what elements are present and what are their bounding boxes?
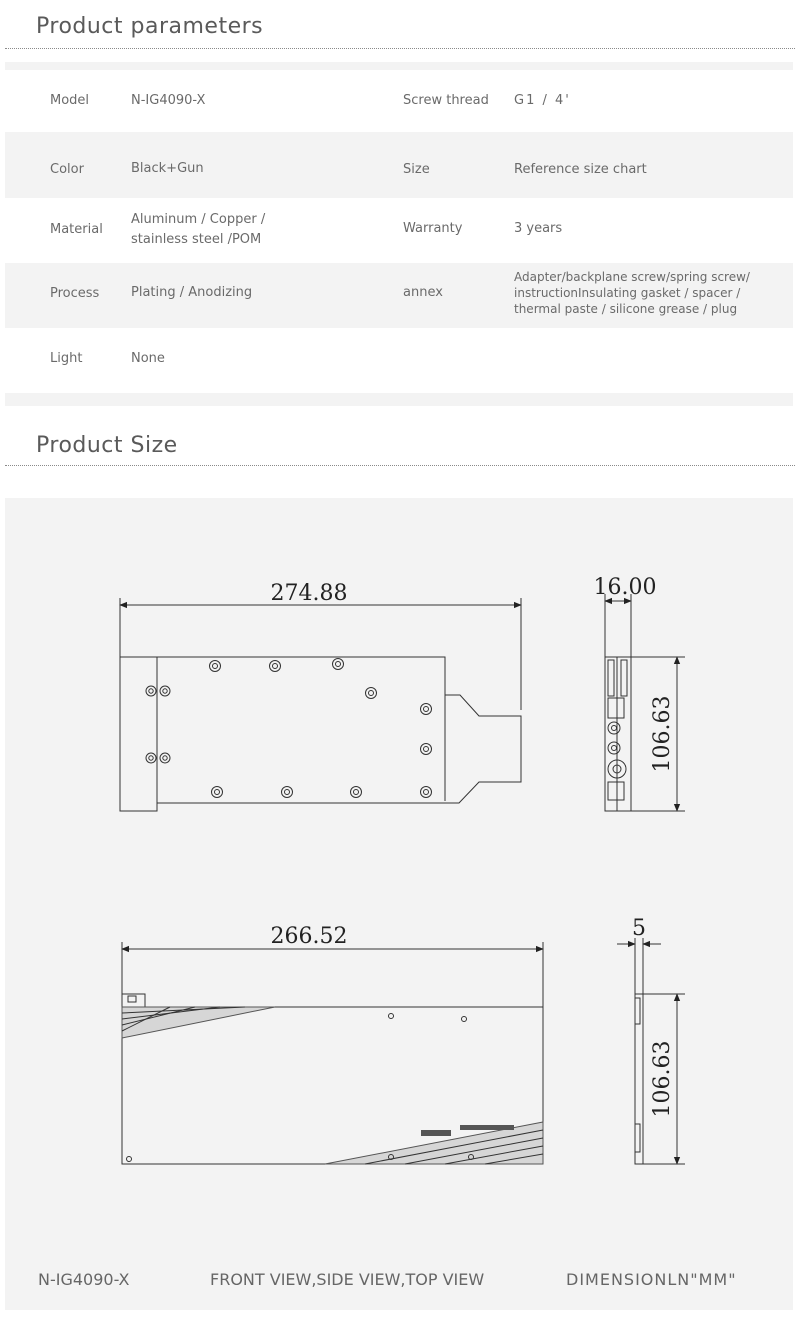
value-annex-line1: Adapter/backplane screw/spring screw/ — [514, 270, 750, 284]
value-model: N-IG4090-X — [131, 93, 206, 108]
label-size: Size — [403, 162, 430, 177]
dim-back-thickness: 5 — [632, 916, 646, 941]
backplate-view — [122, 942, 543, 1164]
table-row — [5, 70, 793, 132]
label-model: Model — [50, 93, 90, 108]
value-screw-thread: G1 / 4' — [514, 93, 571, 108]
divider — [5, 465, 795, 466]
dimension-drawing — [5, 498, 793, 1310]
label-material: Material — [50, 222, 103, 237]
label-light: Light — [50, 351, 83, 366]
value-light: None — [131, 351, 165, 366]
label-screw-thread: Screw thread — [403, 93, 489, 108]
table-row — [5, 263, 793, 328]
dim-back-height: 106.63 — [650, 1040, 675, 1118]
footer-model: N-IG4090-X — [38, 1270, 130, 1289]
table-row — [5, 132, 793, 198]
label-color: Color — [50, 162, 84, 177]
value-material-line1: Aluminum / Copper / — [131, 212, 266, 227]
table-row — [5, 328, 793, 393]
footer-views: FRONT VIEW,SIDE VIEW,TOP VIEW — [210, 1270, 485, 1289]
value-annex-line2: instructionInsulating gasket / spacer / — [514, 286, 741, 300]
divider — [5, 48, 795, 49]
dim-back-width: 266.52 — [270, 924, 348, 949]
front-view — [120, 598, 521, 811]
label-warranty: Warranty — [403, 221, 463, 236]
dim-side-thickness: 16.00 — [593, 575, 657, 600]
dim-front-height: 106.63 — [650, 695, 675, 773]
value-material-line2: stainless steel /POM — [131, 232, 262, 247]
value-color: Black+Gun — [131, 161, 204, 176]
value-warranty: 3 years — [514, 221, 563, 236]
label-process: Process — [50, 286, 100, 301]
section-title-parameters: Product parameters — [36, 14, 264, 39]
value-size: Reference size chart — [514, 162, 647, 177]
table-row — [5, 198, 793, 263]
value-process: Plating / Anodizing — [131, 285, 253, 300]
dimension-drawing-panel — [5, 498, 793, 1310]
label-annex: annex — [403, 285, 443, 300]
value-annex-line3: thermal paste / silicone grease / plug — [514, 302, 738, 316]
footer-unit: DIMENSIONLN"MM" — [566, 1270, 737, 1289]
parameter-table — [5, 62, 793, 406]
section-title-size: Product Size — [36, 433, 178, 458]
dim-front-width: 274.88 — [270, 581, 348, 606]
